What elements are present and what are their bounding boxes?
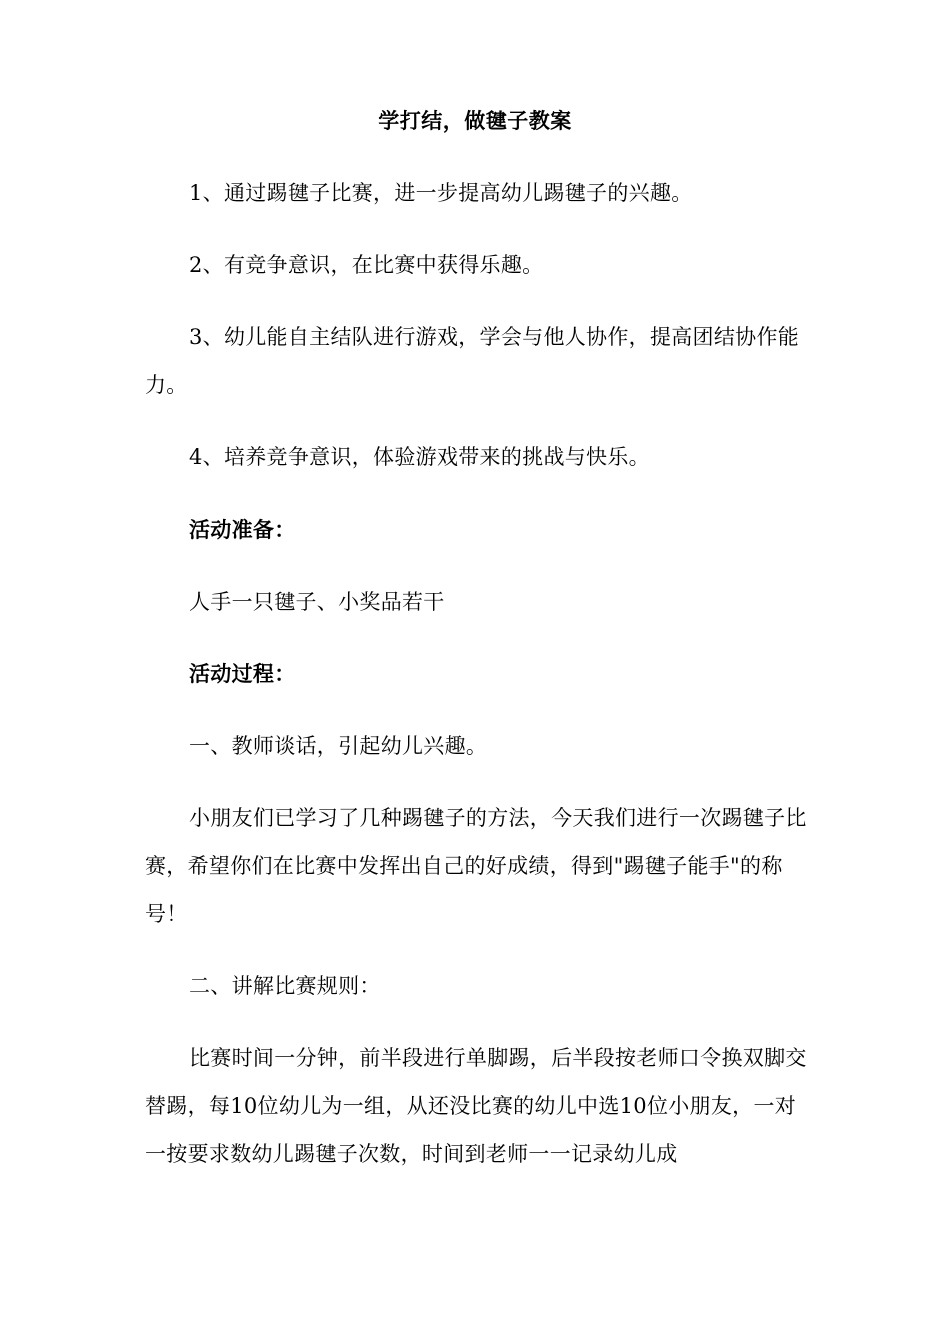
objective-1: 1、通过踢毽子比赛，进一步提高幼儿踢毽子的兴趣。 bbox=[189, 181, 693, 205]
section-heading-process: 活动过程： bbox=[189, 662, 296, 686]
objective-2: 2、有竞争意识，在比赛中获得乐趣。 bbox=[189, 253, 544, 277]
step-2-text: 比赛时间一分钟，前半段进行单脚踢，后半段按老师口令换双脚交替踢，每10位幼儿为一组，从还没比赛的幼儿中选10位小朋友，一对一按要求数幼儿踢毽子次数，时间到老师一一记录幼儿成 bbox=[145, 1046, 807, 1166]
step-1-heading: 一、教师谈话，引起幼儿兴趣。 bbox=[189, 734, 488, 758]
document-title: 学打结，做毽子教案 bbox=[378, 109, 572, 133]
objective-4: 4、培养竞争意识，体验游戏带来的挑战与快乐。 bbox=[189, 445, 650, 469]
step-2-heading: 二、讲解比赛规则： bbox=[189, 974, 381, 998]
section-heading-preparation: 活动准备： bbox=[189, 518, 296, 542]
objective-3: 3、幼儿能自主结队进行游戏，学会与他人协作，提高团结协作能力。 bbox=[145, 325, 800, 397]
preparation-text: 人手一只毽子、小奖品若干 bbox=[189, 590, 445, 614]
step-1-text: 小朋友们已学习了几种踢毽子的方法，今天我们进行一次踢毽子比赛，希望你们在比赛中发挥出自己的好成绩，得到"踢毽子能手"的称号！ bbox=[145, 806, 807, 926]
